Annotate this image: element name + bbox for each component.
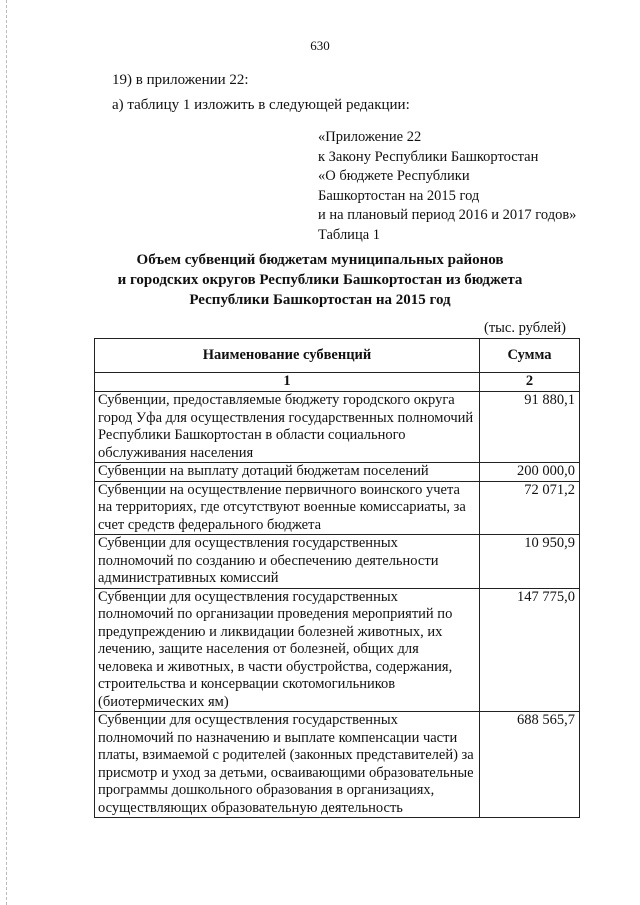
title-line: и городских округов Республики Башкортостан из бюджета: [117, 272, 523, 288]
title-line: Объем субвенций бюджетам муниципальных районов: [136, 252, 504, 268]
table-row: [95, 463, 580, 482]
row-name: Субвенции для осуществления государственных полномочий по назначению и выплате компенсации части платы, взимаемой с родителей (законных представителей) за присмотр и уход за детьми, осваивающими образовательные программы дошкольного образования в организациях, осуществляющих образовательную деятельность: [95, 712, 480, 818]
appendix-line: и на плановый период 2016 и 2017 годов»: [318, 207, 577, 223]
appendix-line: «Приложение 22: [318, 129, 422, 145]
row-name: Субвенции, предоставляемые бюджету городского округа город Уфа для осуществления государственных полномочий Республики Башкортостан в области социального обслуживания населения: [95, 392, 480, 463]
column-number: 1: [95, 373, 480, 392]
table-row: [95, 392, 580, 463]
header-sum: Сумма: [480, 339, 580, 373]
column-number-row: [95, 373, 580, 392]
header-name: Наименование субвенций: [95, 339, 480, 373]
row-sum: 200 000,0: [480, 463, 580, 482]
appendix-line: Таблица 1: [318, 226, 381, 243]
table-row: [95, 535, 580, 589]
table-row: [95, 588, 580, 712]
units-label: (тыс. рублей): [484, 320, 566, 336]
appendix-header: [318, 128, 576, 245]
appendix-line: к Закону Республики Башкортостан: [318, 148, 539, 165]
title-line: Республики Башкортостан на 2015 год: [189, 292, 451, 308]
column-number: 2: [480, 373, 580, 392]
intro-line-1: 19) в приложении 22:: [112, 72, 249, 88]
subventions-table: [94, 338, 580, 818]
appendix-line: Башкортостан на 2015 год: [318, 187, 480, 204]
intro-line-2: а) таблицу 1 изложить в следующей редакции:: [112, 97, 410, 113]
appendix-line: «О бюджете Республики: [318, 168, 470, 184]
row-name: Субвенции для осуществления государственных полномочий по организации проведения мероприятий по предупреждению и ликвидации болезней животных, их лечению, защите населения от болезней, общих для человека и животных, в части обустройства, содержания, строительства и консервации скотомогильников (биотермических ям): [95, 588, 480, 712]
table-title: [100, 250, 540, 310]
table-row: [95, 712, 580, 818]
row-name: Субвенции для осуществления государственных полномочий по созданию и обеспечению деятельности административных комиссий: [95, 535, 480, 589]
row-sum: 72 071,2: [480, 481, 580, 535]
row-sum: 91 880,1: [480, 392, 580, 463]
row-sum: 688 565,7: [480, 712, 580, 818]
row-name: Субвенции на выплату дотаций бюджетам поселений: [95, 463, 480, 482]
row-sum: 10 950,9: [480, 535, 580, 589]
table-header-row: [95, 339, 580, 373]
table-row: [95, 481, 580, 535]
row-name: Субвенции на осуществление первичного воинского учета на территориях, где отсутствуют военные комиссариаты, за счет средств федерального бюджета: [95, 481, 480, 535]
page-number: 630: [310, 38, 330, 53]
scan-margin-line: [6, 0, 8, 905]
row-sum: 147 775,0: [480, 588, 580, 712]
